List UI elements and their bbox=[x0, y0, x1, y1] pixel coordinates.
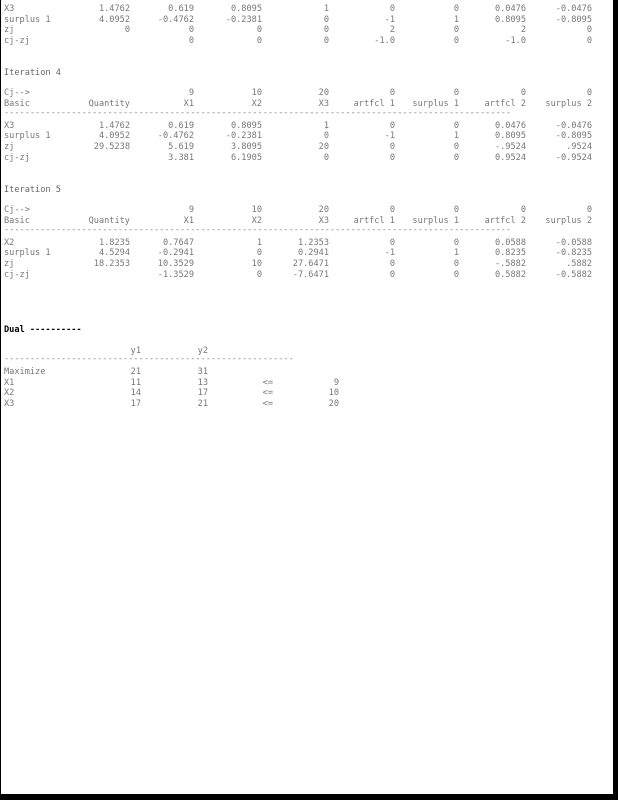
cell-value: 0 bbox=[256, 269, 262, 280]
row-label: zj bbox=[4, 25, 15, 36]
row-label: X2 bbox=[4, 237, 15, 248]
cell-value: 9 bbox=[333, 377, 339, 388]
row-label: cj-zj bbox=[4, 35, 30, 46]
cj-value: 20 bbox=[318, 88, 329, 98]
cell-value: 1.4762 bbox=[98, 4, 130, 14]
cell-value: 4.0952 bbox=[98, 131, 130, 142]
cj-label: Cj--> bbox=[4, 205, 30, 215]
cell-value: -0.0476 bbox=[555, 4, 592, 14]
cell-value: 0 bbox=[323, 14, 329, 25]
cell-value: X3 bbox=[318, 215, 329, 226]
table-row bbox=[4, 131, 604, 142]
cell-value: 0 bbox=[323, 25, 329, 36]
constraint-operator: <= bbox=[262, 398, 273, 409]
cell-value: artfcl 1 bbox=[353, 215, 395, 226]
table-row bbox=[4, 142, 604, 153]
cell-value: 1 bbox=[323, 4, 329, 14]
divider: -------------------------------------------------------- bbox=[4, 354, 294, 364]
cell-value: 0.8235 bbox=[494, 248, 526, 259]
cell-value: -0.5882 bbox=[555, 269, 592, 280]
cell-value: 20 bbox=[328, 398, 339, 409]
row-label: cj-zj bbox=[4, 269, 30, 280]
cell-value: 0 bbox=[453, 259, 459, 269]
cell-value: -.5882 bbox=[494, 259, 526, 269]
dual-row bbox=[4, 399, 604, 410]
cj-value: 0 bbox=[453, 88, 459, 98]
dual-header: y1 bbox=[130, 346, 141, 356]
cell-value: 3.8095 bbox=[230, 142, 262, 152]
cell-value: -1 bbox=[384, 14, 395, 25]
cell-value: surplus 1 bbox=[412, 215, 459, 226]
cj-value: 0 bbox=[453, 205, 459, 215]
table-row bbox=[4, 270, 604, 281]
divider: -------------------------------------------------------------------------------------------------- bbox=[4, 108, 512, 119]
divider: -------------------------------------------------------------------------------------------------- bbox=[4, 225, 512, 236]
cj-value: 0 bbox=[389, 205, 395, 215]
cell-value: X1 bbox=[183, 215, 194, 226]
cell-value: 27.6471 bbox=[292, 259, 329, 269]
cell-value: 0 bbox=[453, 35, 459, 46]
row-label: Basic bbox=[4, 98, 30, 109]
table-row bbox=[4, 238, 604, 249]
cj-value: 0 bbox=[520, 88, 526, 98]
iteration-title: Iteration 4 bbox=[4, 68, 61, 78]
table-row bbox=[4, 4, 604, 15]
cell-value: 13 bbox=[197, 377, 208, 388]
cell-value: 0 bbox=[124, 25, 130, 36]
cell-value: -0.8095 bbox=[555, 14, 592, 25]
cell-value: 0 bbox=[323, 152, 329, 163]
cell-value: 0 bbox=[323, 131, 329, 142]
cell-value: 31 bbox=[197, 367, 208, 377]
cell-value: 1 bbox=[453, 131, 459, 142]
cell-value: -0.2381 bbox=[225, 131, 262, 142]
dual-header: y2 bbox=[197, 346, 208, 356]
cell-value: 0.0476 bbox=[494, 120, 526, 131]
row-label: Basic bbox=[4, 215, 30, 226]
cell-value: 0 bbox=[453, 25, 459, 36]
cell-value: 0 bbox=[389, 4, 395, 14]
cell-value: -.9524 bbox=[494, 142, 526, 152]
cell-value: 0.0476 bbox=[494, 4, 526, 14]
cell-value: 0.9524 bbox=[494, 152, 526, 163]
dual-title: Dual ---------- bbox=[4, 325, 82, 335]
cell-value: 0 bbox=[389, 120, 395, 131]
row-label: surplus 1 bbox=[4, 131, 51, 142]
cell-value: 1 bbox=[453, 14, 459, 25]
cell-value: X2 bbox=[251, 215, 262, 226]
cell-value: .5882 bbox=[566, 259, 592, 269]
cell-value: 0 bbox=[389, 237, 395, 248]
table-row bbox=[4, 121, 604, 132]
cell-value: 0 bbox=[323, 35, 329, 46]
cj-value: 9 bbox=[188, 88, 194, 98]
cell-value: 21 bbox=[130, 367, 141, 377]
cell-value: -0.8235 bbox=[555, 248, 592, 259]
cj-value: 10 bbox=[251, 88, 262, 98]
cell-value: 0 bbox=[453, 152, 459, 163]
cell-value: 14 bbox=[130, 388, 141, 399]
cell-value: -0.4762 bbox=[157, 131, 194, 142]
cell-value: 0 bbox=[453, 142, 459, 152]
cj-value: 0 bbox=[586, 205, 592, 215]
cell-value: artfcl 1 bbox=[353, 98, 395, 109]
cell-value: -1 bbox=[384, 248, 395, 259]
cell-value: 0 bbox=[256, 248, 262, 259]
cell-value: 3.381 bbox=[168, 152, 194, 163]
cell-value: 1.2353 bbox=[297, 237, 329, 248]
iteration-title: Iteration 5 bbox=[4, 185, 61, 195]
cell-value: 0 bbox=[389, 269, 395, 280]
cell-value: -1.0 bbox=[505, 35, 526, 46]
row-label: zj bbox=[4, 259, 15, 269]
dual-row bbox=[4, 378, 604, 389]
cell-value: 0 bbox=[389, 259, 395, 269]
cell-value: 0.619 bbox=[168, 4, 194, 14]
cell-value: X3 bbox=[318, 98, 329, 109]
cell-value: 0 bbox=[586, 25, 592, 36]
cj-value: 0 bbox=[389, 88, 395, 98]
cell-value: Quantity bbox=[88, 215, 130, 226]
cell-value: 0.8095 bbox=[230, 120, 262, 131]
cell-value: 10.3529 bbox=[157, 259, 194, 269]
cell-value: 17 bbox=[197, 388, 208, 399]
cell-value: .9524 bbox=[566, 142, 592, 152]
cell-value: -1.0 bbox=[374, 35, 395, 46]
cell-value: -0.2381 bbox=[225, 14, 262, 25]
cj-value: 9 bbox=[188, 205, 194, 215]
row-label: X3 bbox=[4, 398, 15, 409]
cell-value: X1 bbox=[183, 98, 194, 109]
cell-value: 0.0588 bbox=[494, 237, 526, 248]
row-label: surplus 1 bbox=[4, 14, 51, 25]
cell-value: -0.4762 bbox=[157, 14, 194, 25]
cell-value: 0 bbox=[453, 269, 459, 280]
cell-value: -0.0476 bbox=[555, 120, 592, 131]
cell-value: 0 bbox=[389, 152, 395, 163]
cell-value: 20 bbox=[318, 142, 329, 152]
cell-value: 10 bbox=[251, 259, 262, 269]
cell-value: 0 bbox=[453, 120, 459, 131]
cell-value: surplus 1 bbox=[412, 98, 459, 109]
row-label: X2 bbox=[4, 388, 15, 399]
cell-value: 29.5238 bbox=[93, 142, 130, 152]
cell-value: -0.0588 bbox=[555, 237, 592, 248]
cell-value: 18.2353 bbox=[93, 259, 130, 269]
cell-value: 1.4762 bbox=[98, 120, 130, 131]
dual-row bbox=[4, 367, 604, 378]
cell-value: 0.8095 bbox=[494, 131, 526, 142]
cell-value: 0.7647 bbox=[162, 237, 194, 248]
cell-value: -0.8095 bbox=[555, 131, 592, 142]
cell-value: 17 bbox=[130, 398, 141, 409]
row-label: cj-zj bbox=[4, 152, 30, 163]
cell-value: 0.2941 bbox=[297, 248, 329, 259]
cj-value: 0 bbox=[586, 88, 592, 98]
cell-value: 2 bbox=[389, 25, 395, 36]
cell-value: artfcl 2 bbox=[484, 98, 526, 109]
cell-value: -1 bbox=[384, 131, 395, 142]
row-label: surplus 1 bbox=[4, 248, 51, 259]
cj-value: 0 bbox=[520, 205, 526, 215]
cell-value: 0 bbox=[586, 35, 592, 46]
cell-value: Quantity bbox=[88, 98, 130, 109]
cell-value: -1.3529 bbox=[157, 269, 194, 280]
cell-value: 6.1905 bbox=[230, 152, 262, 163]
table-row bbox=[4, 15, 604, 26]
cell-value: 0 bbox=[453, 4, 459, 14]
cell-value: 1 bbox=[323, 120, 329, 131]
table-row bbox=[4, 25, 604, 36]
row-label: X3 bbox=[4, 4, 15, 14]
cj-label: Cj--> bbox=[4, 88, 30, 98]
cell-value: 0.8095 bbox=[494, 14, 526, 25]
cell-value: 4.5294 bbox=[98, 248, 130, 259]
cell-value: 0 bbox=[256, 25, 262, 36]
cell-value: 0 bbox=[389, 142, 395, 152]
cell-value: surplus 2 bbox=[545, 98, 592, 109]
cj-value: 20 bbox=[318, 205, 329, 215]
table-row bbox=[4, 153, 604, 164]
cell-value: -0.2941 bbox=[157, 248, 194, 259]
cell-value: 2 bbox=[520, 25, 526, 36]
cj-row bbox=[4, 88, 604, 99]
cell-value: X2 bbox=[251, 98, 262, 109]
row-label: X3 bbox=[4, 120, 15, 131]
cell-value: -7.6471 bbox=[292, 269, 329, 280]
cell-value: 0.8095 bbox=[230, 4, 262, 14]
cell-value: -0.9524 bbox=[555, 152, 592, 163]
cell-value: 0 bbox=[188, 35, 194, 46]
cell-value: 0 bbox=[188, 25, 194, 36]
cell-value: 1 bbox=[453, 248, 459, 259]
cell-value: 21 bbox=[197, 398, 208, 409]
table-row bbox=[4, 36, 604, 47]
cell-value: 1 bbox=[256, 237, 262, 248]
cell-value: 0 bbox=[453, 237, 459, 248]
cell-value: 0.5882 bbox=[494, 269, 526, 280]
constraint-operator: <= bbox=[262, 377, 273, 388]
row-label: Maximize bbox=[4, 367, 46, 377]
cell-value: surplus 2 bbox=[545, 215, 592, 226]
table-row bbox=[4, 259, 604, 270]
cell-value: 0.619 bbox=[168, 120, 194, 131]
table-row bbox=[4, 248, 604, 259]
row-label: X1 bbox=[4, 377, 15, 388]
cj-value: 10 bbox=[251, 205, 262, 215]
cj-row bbox=[4, 205, 604, 216]
cell-value: 10 bbox=[328, 388, 339, 399]
cell-value: 4.0952 bbox=[98, 14, 130, 25]
cell-value: artfcl 2 bbox=[484, 215, 526, 226]
row-label: zj bbox=[4, 142, 15, 152]
dual-row bbox=[4, 388, 604, 399]
cell-value: 0 bbox=[256, 35, 262, 46]
constraint-operator: <= bbox=[262, 388, 273, 399]
cell-value: 11 bbox=[130, 377, 141, 388]
cell-value: 1.8235 bbox=[98, 237, 130, 248]
cell-value: 5.619 bbox=[168, 142, 194, 152]
